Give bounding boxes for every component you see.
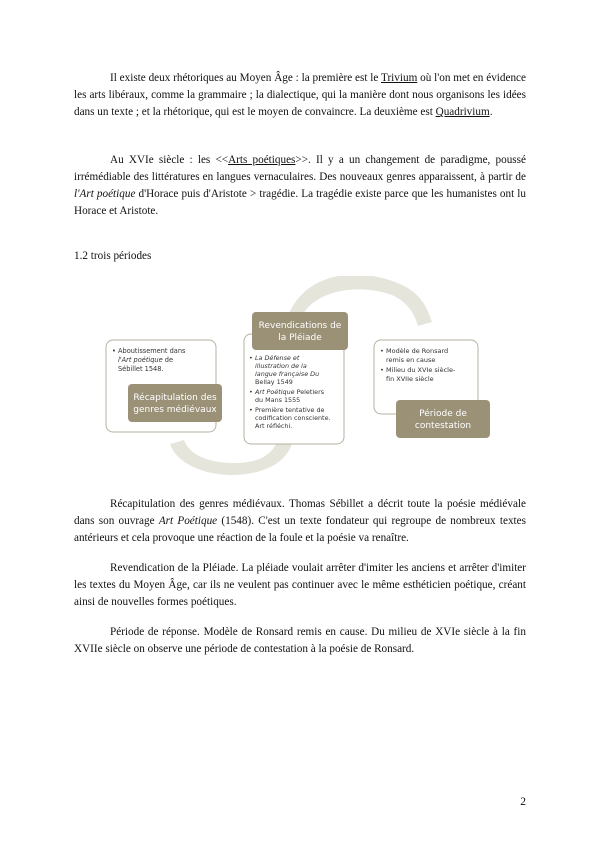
- text-run: d'Horace puis d'Aristote > tragédie. La tragédie existe parce que les humanistes ont lu Horace et Aristote.: [74, 188, 526, 217]
- right-title-line: contestation: [414, 421, 472, 431]
- three-periods-diagram: [100, 276, 500, 476]
- section-heading: 1.2 trois périodes: [74, 250, 152, 262]
- art-poetique-title: Art Poétique: [158, 515, 218, 527]
- left-title-box: [128, 384, 222, 422]
- middle-bullet-line: codification consciente.: [255, 414, 331, 422]
- curved-arrow-bottom: [170, 440, 292, 475]
- svg-text:•: •: [249, 354, 253, 362]
- right-title-line: Période de: [419, 409, 467, 419]
- middle-title-line: la Pléiade: [278, 333, 322, 343]
- text-run: (1548). C'est un texte fondateur qui regroupe de nombreux textes antérieurs et cela provoque une réaction de la foule et la poésie va renaître.: [74, 515, 526, 544]
- right-bullet-line: remis en cause: [386, 356, 436, 364]
- right-title-box: [396, 400, 490, 438]
- trivium-term: Trivium: [381, 72, 418, 84]
- middle-bullet-line: Art Poétique Peletiers: [255, 388, 325, 396]
- middle-bullet-line: langue française Du: [255, 370, 320, 378]
- text-run: Il existe deux rhétoriques au Moyen Âge : la première est le: [110, 72, 381, 84]
- arts-poetiques-term: Arts poétiques: [228, 154, 296, 166]
- right-bullet-line: fin XVIIe siècle: [386, 375, 434, 383]
- page-number: 2: [520, 796, 526, 808]
- left-bullet-line: l'Art poétique de: [118, 356, 174, 364]
- paragraph-rhetoriques: [74, 70, 526, 121]
- text-run: Récapitulation des genres médiévaux. Thomas Sébillet a décrit toute la poésie médiévale dans son ouvrage: [74, 498, 526, 527]
- middle-title-line: Revendications de: [258, 321, 342, 331]
- left-bullet-line: Aboutissement dans: [118, 347, 186, 355]
- art-poetique-title: l'Art poétique: [74, 188, 136, 200]
- text-run: Au XVIe siècle : les <<: [110, 154, 229, 166]
- left-title-line: genres médiévaux: [133, 405, 217, 415]
- paragraph-xvie-siecle: [74, 152, 526, 220]
- middle-bullet-line: illustration de la: [255, 362, 307, 370]
- middle-bullet-line: du Mans 1555: [255, 396, 301, 404]
- right-bullet-line: Milieu du XVIe siècle-: [386, 366, 456, 374]
- middle-bullet-line: La Défense et: [255, 354, 300, 362]
- quadrivium-term: Quadrivium: [435, 106, 490, 118]
- left-bullet-line: Sébillet 1548.: [118, 365, 164, 373]
- paragraph-recapitulation: [74, 496, 526, 547]
- middle-bullet-line: Bellay 1549: [255, 378, 293, 386]
- text-run: >>. Il y a un changement de paradigme, poussé irrémédiable des littératures en langues vernaculaires. Des nouveaux genres apparaissent, à partir de: [74, 154, 526, 183]
- middle-bullet-line: Première tentative de: [255, 406, 325, 414]
- left-title-line: Récapitulation des: [133, 393, 217, 403]
- svg-text:•: •: [380, 347, 384, 355]
- svg-text:•: •: [249, 388, 253, 396]
- paragraph-periode-reponse: Période de réponse. Modèle de Ronsard remis en cause. Du milieu de XVIe siècle à la fin XVIIe siècle on observe une période de contestation à la poésie de Ronsard.: [74, 626, 526, 655]
- right-bullet-line: Modèle de Ronsard: [386, 347, 449, 355]
- middle-title-box: [252, 312, 348, 350]
- svg-text:•: •: [112, 347, 116, 355]
- svg-text:•: •: [380, 366, 384, 374]
- middle-bullet-line: Art réfléchi.: [255, 422, 293, 430]
- svg-text:•: •: [249, 406, 253, 414]
- paragraph-revendication: Revendication de la Pléiade. La pléiade voulait arrêter d'imiter les anciens et arrêter d'imiter les textes du Moyen Âge, car ils ne veulent pas continuer avec le même esthéticien poétique, créant ainsi de nouvelles formes poétiques.: [74, 562, 526, 608]
- text-run: où l'on met en évidence les arts libéraux, comme la grammaire ; la dialectique, qui la manière dont nous organisons les idées dans un texte ; et la rhétorique, qui est le moyen de convaincre. La deuxième est: [74, 72, 526, 118]
- text-run: .: [489, 106, 493, 118]
